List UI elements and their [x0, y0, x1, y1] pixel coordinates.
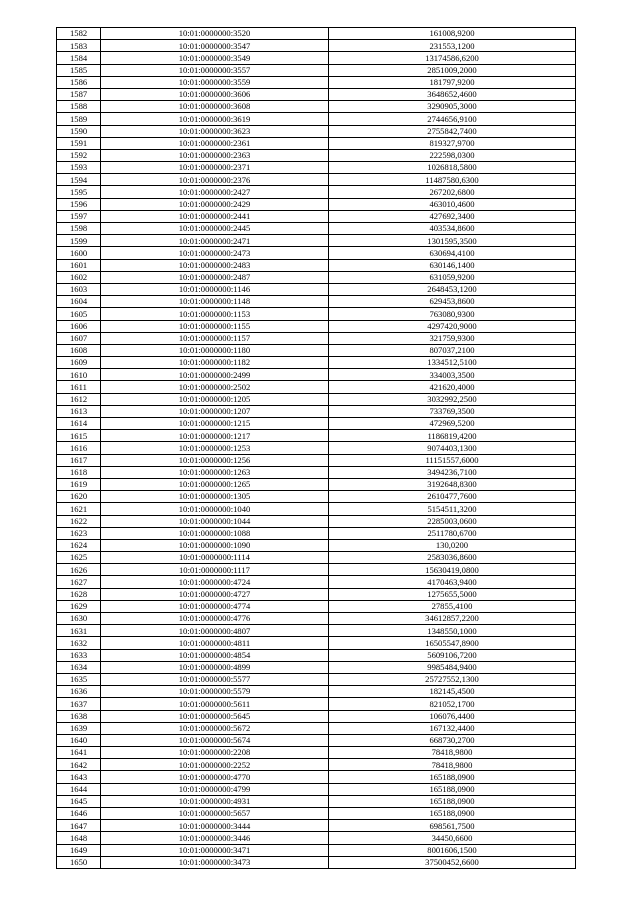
row-number-cell: 1632	[57, 637, 101, 649]
row-number-cell: 1594	[57, 174, 101, 186]
value-cell: 668730,2700	[329, 734, 576, 746]
value-cell: 821052,1700	[329, 698, 576, 710]
row-number-cell: 1618	[57, 466, 101, 478]
parcel-table	[56, 27, 576, 869]
cadastral-number-cell: 10:01:0000000:3606	[101, 88, 329, 100]
value-cell: 3494236,7100	[329, 466, 576, 478]
row-number-cell: 1588	[57, 101, 101, 113]
row-number-cell: 1614	[57, 418, 101, 430]
cadastral-number-cell: 10:01:0000000:1265	[101, 478, 329, 490]
cadastral-number-cell: 10:01:0000000:3547	[101, 40, 329, 52]
row-number-cell: 1609	[57, 357, 101, 369]
table-row	[57, 478, 576, 490]
value-cell: 78418,9800	[329, 747, 576, 759]
row-number-cell: 1626	[57, 564, 101, 576]
row-number-cell: 1611	[57, 381, 101, 393]
table-row	[57, 332, 576, 344]
row-number-cell: 1640	[57, 734, 101, 746]
cadastral-number-cell: 10:01:0000000:2441	[101, 210, 329, 222]
table-row	[57, 783, 576, 795]
value-cell: 11151557,6000	[329, 454, 576, 466]
row-number-cell: 1584	[57, 52, 101, 64]
cadastral-number-cell: 10:01:0000000:1044	[101, 515, 329, 527]
table-row	[57, 673, 576, 685]
table-row	[57, 442, 576, 454]
value-cell: 161008,9200	[329, 28, 576, 40]
table-row	[57, 564, 576, 576]
cadastral-number-cell: 10:01:0000000:2371	[101, 162, 329, 174]
cadastral-number-cell: 10:01:0000000:2483	[101, 259, 329, 271]
table-row	[57, 466, 576, 478]
table-row	[57, 235, 576, 247]
value-cell: 181797,9200	[329, 76, 576, 88]
cadastral-number-cell: 10:01:0000000:1157	[101, 332, 329, 344]
row-number-cell: 1621	[57, 503, 101, 515]
table-row	[57, 418, 576, 430]
value-cell: 2648453,1200	[329, 283, 576, 295]
table-row	[57, 747, 576, 759]
table-row	[57, 613, 576, 625]
value-cell: 2583036,8600	[329, 552, 576, 564]
table-row	[57, 223, 576, 235]
value-cell: 5609106,7200	[329, 649, 576, 661]
cadastral-number-cell: 10:01:0000000:2427	[101, 186, 329, 198]
cadastral-number-cell: 10:01:0000000:2376	[101, 174, 329, 186]
cadastral-number-cell: 10:01:0000000:3471	[101, 844, 329, 856]
cadastral-number-cell: 10:01:0000000:1114	[101, 552, 329, 564]
cadastral-number-cell: 10:01:0000000:4727	[101, 588, 329, 600]
row-number-cell: 1629	[57, 600, 101, 612]
row-number-cell: 1599	[57, 235, 101, 247]
table-row	[57, 588, 576, 600]
cadastral-number-cell: 10:01:0000000:4774	[101, 600, 329, 612]
table-row	[57, 113, 576, 125]
row-number-cell: 1593	[57, 162, 101, 174]
table-row	[57, 430, 576, 442]
cadastral-number-cell: 10:01:0000000:2363	[101, 149, 329, 161]
row-number-cell: 1619	[57, 478, 101, 490]
value-cell: 267202,6800	[329, 186, 576, 198]
table-row	[57, 515, 576, 527]
row-number-cell: 1631	[57, 625, 101, 637]
value-cell: 1334512,5100	[329, 357, 576, 369]
cadastral-number-cell: 10:01:0000000:4724	[101, 576, 329, 588]
table-row	[57, 76, 576, 88]
table-row	[57, 283, 576, 295]
cadastral-number-cell: 10:01:0000000:1253	[101, 442, 329, 454]
table-row	[57, 698, 576, 710]
table-row	[57, 405, 576, 417]
table-row	[57, 491, 576, 503]
row-number-cell: 1646	[57, 808, 101, 820]
table-row	[57, 734, 576, 746]
value-cell: 130,0200	[329, 539, 576, 551]
table-row	[57, 844, 576, 856]
table-row	[57, 320, 576, 332]
value-cell: 807037,2100	[329, 344, 576, 356]
parcel-table-body	[57, 28, 576, 869]
table-row	[57, 686, 576, 698]
cadastral-number-cell: 10:01:0000000:1180	[101, 344, 329, 356]
cadastral-number-cell: 10:01:0000000:2499	[101, 369, 329, 381]
table-row	[57, 503, 576, 515]
table-row	[57, 759, 576, 771]
value-cell: 165188,0900	[329, 783, 576, 795]
table-row	[57, 296, 576, 308]
value-cell: 13174586,6200	[329, 52, 576, 64]
cadastral-number-cell: 10:01:0000000:1155	[101, 320, 329, 332]
value-cell: 9985484,9400	[329, 661, 576, 673]
row-number-cell: 1600	[57, 247, 101, 259]
value-cell: 472969,5200	[329, 418, 576, 430]
row-number-cell: 1649	[57, 844, 101, 856]
cadastral-number-cell: 10:01:0000000:5611	[101, 698, 329, 710]
table-row	[57, 259, 576, 271]
table-row	[57, 856, 576, 868]
value-cell: 427692,3400	[329, 210, 576, 222]
value-cell: 631059,9200	[329, 271, 576, 283]
table-row	[57, 357, 576, 369]
row-number-cell: 1625	[57, 552, 101, 564]
row-number-cell: 1635	[57, 673, 101, 685]
cadastral-number-cell: 10:01:0000000:5672	[101, 722, 329, 734]
value-cell: 165188,0900	[329, 795, 576, 807]
cadastral-number-cell: 10:01:0000000:3623	[101, 125, 329, 137]
value-cell: 78418,9800	[329, 759, 576, 771]
value-cell: 106076,4400	[329, 710, 576, 722]
row-number-cell: 1641	[57, 747, 101, 759]
table-row	[57, 198, 576, 210]
row-number-cell: 1634	[57, 661, 101, 673]
cadastral-number-cell: 10:01:0000000:4854	[101, 649, 329, 661]
value-cell: 5154511,3200	[329, 503, 576, 515]
table-row	[57, 539, 576, 551]
value-cell: 3192648,8300	[329, 478, 576, 490]
value-cell: 16505547,8900	[329, 637, 576, 649]
value-cell: 403534,8600	[329, 223, 576, 235]
table-row	[57, 771, 576, 783]
cadastral-number-cell: 10:01:0000000:2487	[101, 271, 329, 283]
table-row	[57, 710, 576, 722]
row-number-cell: 1605	[57, 308, 101, 320]
table-row	[57, 64, 576, 76]
value-cell: 1301595,3500	[329, 235, 576, 247]
table-row	[57, 600, 576, 612]
row-number-cell: 1617	[57, 454, 101, 466]
value-cell: 11487580,6300	[329, 174, 576, 186]
value-cell: 222598,0300	[329, 149, 576, 161]
table-row	[57, 88, 576, 100]
row-number-cell: 1616	[57, 442, 101, 454]
cadastral-number-cell: 10:01:0000000:4811	[101, 637, 329, 649]
row-number-cell: 1645	[57, 795, 101, 807]
cadastral-number-cell: 10:01:0000000:1217	[101, 430, 329, 442]
value-cell: 37500452,6600	[329, 856, 576, 868]
cadastral-number-cell: 10:01:0000000:3520	[101, 28, 329, 40]
cadastral-number-cell: 10:01:0000000:1040	[101, 503, 329, 515]
cadastral-number-cell: 10:01:0000000:2473	[101, 247, 329, 259]
cadastral-number-cell: 10:01:0000000:1153	[101, 308, 329, 320]
cadastral-number-cell: 10:01:0000000:1215	[101, 418, 329, 430]
table-row	[57, 393, 576, 405]
row-number-cell: 1615	[57, 430, 101, 442]
value-cell: 15630419,0800	[329, 564, 576, 576]
table-row	[57, 162, 576, 174]
table-row	[57, 832, 576, 844]
cadastral-number-cell: 10:01:0000000:2429	[101, 198, 329, 210]
row-number-cell: 1612	[57, 393, 101, 405]
value-cell: 819327,9700	[329, 137, 576, 149]
row-number-cell: 1586	[57, 76, 101, 88]
row-number-cell: 1643	[57, 771, 101, 783]
row-number-cell: 1585	[57, 64, 101, 76]
row-number-cell: 1598	[57, 223, 101, 235]
row-number-cell: 1590	[57, 125, 101, 137]
value-cell: 4297420,9000	[329, 320, 576, 332]
table-row	[57, 576, 576, 588]
row-number-cell: 1604	[57, 296, 101, 308]
row-number-cell: 1636	[57, 686, 101, 698]
table-row	[57, 271, 576, 283]
row-number-cell: 1587	[57, 88, 101, 100]
row-number-cell: 1627	[57, 576, 101, 588]
row-number-cell: 1620	[57, 491, 101, 503]
table-row	[57, 174, 576, 186]
row-number-cell: 1622	[57, 515, 101, 527]
value-cell: 182145,4500	[329, 686, 576, 698]
cadastral-number-cell: 10:01:0000000:2252	[101, 759, 329, 771]
cadastral-number-cell: 10:01:0000000:3608	[101, 101, 329, 113]
cadastral-number-cell: 10:01:0000000:4776	[101, 613, 329, 625]
value-cell: 2511780,6700	[329, 527, 576, 539]
row-number-cell: 1601	[57, 259, 101, 271]
value-cell: 629453,8600	[329, 296, 576, 308]
table-row	[57, 344, 576, 356]
value-cell: 334003,3500	[329, 369, 576, 381]
table-row	[57, 28, 576, 40]
table-row	[57, 808, 576, 820]
cadastral-number-cell: 10:01:0000000:5577	[101, 673, 329, 685]
table-row	[57, 649, 576, 661]
table-row	[57, 552, 576, 564]
row-number-cell: 1596	[57, 198, 101, 210]
cadastral-number-cell: 10:01:0000000:5645	[101, 710, 329, 722]
value-cell: 463010,4600	[329, 198, 576, 210]
row-number-cell: 1606	[57, 320, 101, 332]
table-row	[57, 40, 576, 52]
value-cell: 2610477,7600	[329, 491, 576, 503]
row-number-cell: 1639	[57, 722, 101, 734]
table-row	[57, 722, 576, 734]
cadastral-number-cell: 10:01:0000000:3446	[101, 832, 329, 844]
value-cell: 2755842,7400	[329, 125, 576, 137]
value-cell: 27855,4100	[329, 600, 576, 612]
value-cell: 165188,0900	[329, 808, 576, 820]
row-number-cell: 1623	[57, 527, 101, 539]
cadastral-number-cell: 10:01:0000000:5579	[101, 686, 329, 698]
cadastral-number-cell: 10:01:0000000:1117	[101, 564, 329, 576]
table-row	[57, 795, 576, 807]
cadastral-number-cell: 10:01:0000000:1256	[101, 454, 329, 466]
table-row	[57, 125, 576, 137]
row-number-cell: 1648	[57, 832, 101, 844]
cadastral-number-cell: 10:01:0000000:2445	[101, 223, 329, 235]
cadastral-number-cell: 10:01:0000000:3473	[101, 856, 329, 868]
row-number-cell: 1637	[57, 698, 101, 710]
cadastral-number-cell: 10:01:0000000:2361	[101, 137, 329, 149]
row-number-cell: 1591	[57, 137, 101, 149]
value-cell: 1026818,5800	[329, 162, 576, 174]
row-number-cell: 1583	[57, 40, 101, 52]
table-row	[57, 527, 576, 539]
value-cell: 3648652,4600	[329, 88, 576, 100]
cadastral-number-cell: 10:01:0000000:1088	[101, 527, 329, 539]
value-cell: 763080,9300	[329, 308, 576, 320]
cadastral-number-cell: 10:01:0000000:1305	[101, 491, 329, 503]
value-cell: 8001606,1500	[329, 844, 576, 856]
value-cell: 25727552,1300	[329, 673, 576, 685]
table-row	[57, 381, 576, 393]
value-cell: 1275655,5000	[329, 588, 576, 600]
value-cell: 3290905,3000	[329, 101, 576, 113]
table-row	[57, 308, 576, 320]
cadastral-number-cell: 10:01:0000000:4931	[101, 795, 329, 807]
table-row	[57, 247, 576, 259]
value-cell: 167132,4400	[329, 722, 576, 734]
row-number-cell: 1595	[57, 186, 101, 198]
cadastral-number-cell: 10:01:0000000:2471	[101, 235, 329, 247]
row-number-cell: 1647	[57, 820, 101, 832]
row-number-cell: 1613	[57, 405, 101, 417]
row-number-cell: 1642	[57, 759, 101, 771]
cadastral-number-cell: 10:01:0000000:1148	[101, 296, 329, 308]
cadastral-number-cell: 10:01:0000000:4799	[101, 783, 329, 795]
cadastral-number-cell: 10:01:0000000:1207	[101, 405, 329, 417]
table-row	[57, 820, 576, 832]
value-cell: 1348550,1000	[329, 625, 576, 637]
value-cell: 1186819,4200	[329, 430, 576, 442]
value-cell: 2744656,9100	[329, 113, 576, 125]
cadastral-number-cell: 10:01:0000000:3619	[101, 113, 329, 125]
table-row	[57, 454, 576, 466]
value-cell: 231553,1200	[329, 40, 576, 52]
table-row	[57, 369, 576, 381]
cadastral-number-cell: 10:01:0000000:3444	[101, 820, 329, 832]
cadastral-number-cell: 10:01:0000000:1205	[101, 393, 329, 405]
value-cell: 34450,6600	[329, 832, 576, 844]
value-cell: 321759,9300	[329, 332, 576, 344]
cadastral-number-cell: 10:01:0000000:3549	[101, 52, 329, 64]
cadastral-number-cell: 10:01:0000000:4899	[101, 661, 329, 673]
row-number-cell: 1628	[57, 588, 101, 600]
row-number-cell: 1603	[57, 283, 101, 295]
cadastral-number-cell: 10:01:0000000:3557	[101, 64, 329, 76]
row-number-cell: 1630	[57, 613, 101, 625]
row-number-cell: 1624	[57, 539, 101, 551]
row-number-cell: 1608	[57, 344, 101, 356]
value-cell: 733769,3500	[329, 405, 576, 417]
value-cell: 165188,0900	[329, 771, 576, 783]
value-cell: 4170463,9400	[329, 576, 576, 588]
table-row	[57, 137, 576, 149]
cadastral-number-cell: 10:01:0000000:5657	[101, 808, 329, 820]
cadastral-number-cell: 10:01:0000000:1146	[101, 283, 329, 295]
cadastral-number-cell: 10:01:0000000:2208	[101, 747, 329, 759]
value-cell: 698561,7500	[329, 820, 576, 832]
cadastral-number-cell: 10:01:0000000:1090	[101, 539, 329, 551]
table-row	[57, 101, 576, 113]
value-cell: 3032992,2500	[329, 393, 576, 405]
cadastral-number-cell: 10:01:0000000:3559	[101, 76, 329, 88]
row-number-cell: 1607	[57, 332, 101, 344]
row-number-cell: 1589	[57, 113, 101, 125]
cadastral-number-cell: 10:01:0000000:1182	[101, 357, 329, 369]
value-cell: 2285003,0600	[329, 515, 576, 527]
table-row	[57, 661, 576, 673]
cadastral-number-cell: 10:01:0000000:4807	[101, 625, 329, 637]
row-number-cell: 1638	[57, 710, 101, 722]
value-cell: 9074403,1300	[329, 442, 576, 454]
row-number-cell: 1597	[57, 210, 101, 222]
row-number-cell: 1582	[57, 28, 101, 40]
value-cell: 2851009,2000	[329, 64, 576, 76]
table-row	[57, 186, 576, 198]
cadastral-number-cell: 10:01:0000000:2502	[101, 381, 329, 393]
table-row	[57, 149, 576, 161]
value-cell: 34612857,2200	[329, 613, 576, 625]
cadastral-number-cell: 10:01:0000000:1263	[101, 466, 329, 478]
row-number-cell: 1610	[57, 369, 101, 381]
table-row	[57, 210, 576, 222]
value-cell: 421620,4000	[329, 381, 576, 393]
table-row	[57, 637, 576, 649]
row-number-cell: 1592	[57, 149, 101, 161]
table-row	[57, 625, 576, 637]
cadastral-number-cell: 10:01:0000000:4770	[101, 771, 329, 783]
row-number-cell: 1602	[57, 271, 101, 283]
value-cell: 630146,1400	[329, 259, 576, 271]
value-cell: 630694,4100	[329, 247, 576, 259]
row-number-cell: 1644	[57, 783, 101, 795]
table-row	[57, 52, 576, 64]
row-number-cell: 1633	[57, 649, 101, 661]
cadastral-number-cell: 10:01:0000000:5674	[101, 734, 329, 746]
row-number-cell: 1650	[57, 856, 101, 868]
